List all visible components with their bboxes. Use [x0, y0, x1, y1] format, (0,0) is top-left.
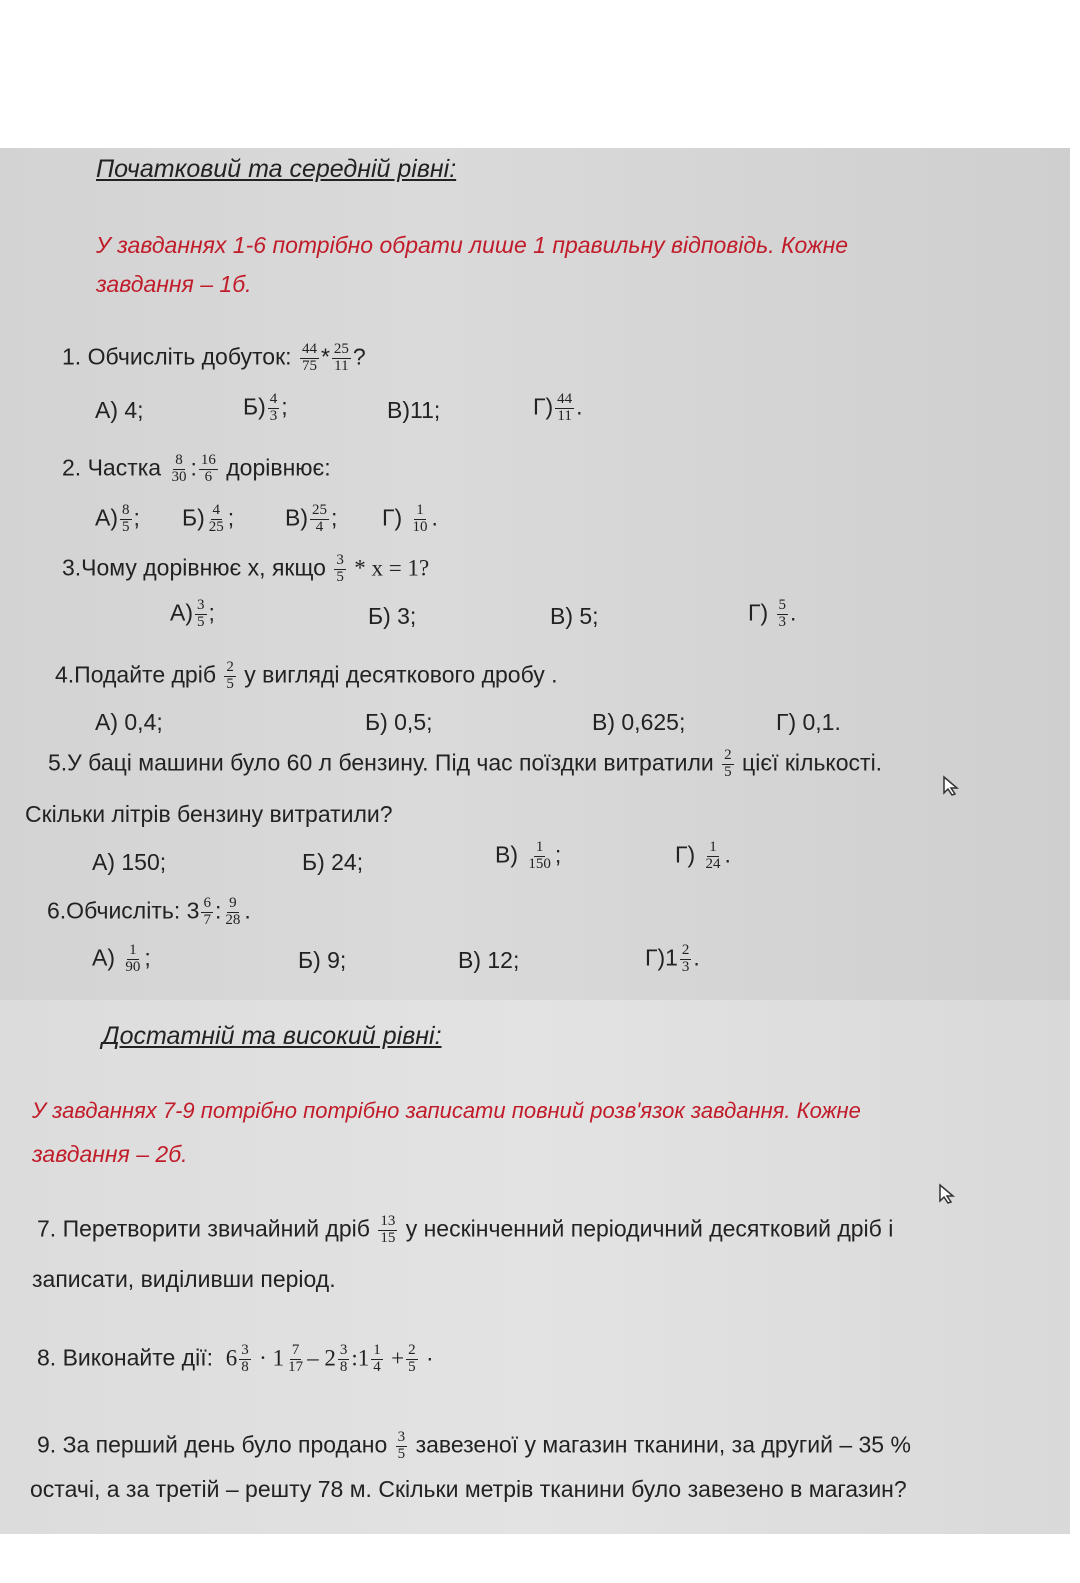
numerator: 16 [200, 452, 216, 468]
q7-suffix: у нескінченний періодичний десятковий дріб і [405, 1215, 894, 1242]
denominator: 15 [380, 1229, 396, 1246]
q5-suffix: цієї кількості. [742, 749, 883, 776]
question-6 [47, 896, 251, 929]
numerator: 8 [122, 502, 130, 518]
option-punct: . [431, 504, 438, 531]
section2-instruction-line1: У завданнях 7-9 потрібно потрібно записати повний розв'язок завдання. Кожне [32, 1098, 861, 1123]
option-letter: Г) [675, 841, 696, 868]
numerator: 2 [408, 1342, 416, 1358]
denominator: 4 [315, 518, 324, 535]
option-letter: Г) [533, 393, 554, 420]
denominator: 90 [125, 958, 141, 975]
q7-prefix: 7. Перетворити звичайний дріб [37, 1215, 370, 1242]
q9-line2: остачі, а за третій – решту 78 м. Скільки метрів тканини було завезено в магазин? [30, 1476, 907, 1502]
section2-heading: Достатній та високий рівні: [102, 1022, 442, 1050]
q8-whole-1: 6 [225, 1345, 238, 1371]
denominator: 17 [288, 1358, 304, 1375]
q3-suffix: * x = 1? [354, 555, 430, 581]
option-punct: ; [133, 504, 140, 531]
q8-operator-4: + [391, 1345, 405, 1371]
numerator: 3 [197, 597, 205, 613]
q6-option-a [92, 943, 151, 976]
q5-line2: Скільки літрів бензину витратили? [25, 801, 393, 827]
q6-a-fraction [123, 943, 142, 976]
q4-option-d: Г) 0,1. [776, 709, 841, 735]
option-punct: . [790, 599, 797, 626]
q8-fraction-2 [286, 1343, 305, 1376]
option-punct: ; [208, 599, 215, 626]
question-9 [37, 1430, 911, 1463]
numerator: 1 [709, 839, 717, 855]
option-letter: А) [170, 599, 193, 626]
q1-operator: * [320, 343, 330, 370]
q3-fraction [334, 553, 346, 586]
q1-question-mark: ? [352, 343, 366, 370]
question-7 [37, 1214, 893, 1247]
denominator: 75 [301, 357, 317, 374]
q9-prefix: 9. За перший день було продано [37, 1431, 388, 1458]
q3-option-b: Б) 3; [368, 603, 417, 629]
q8-operator-1: · 1 [259, 1345, 285, 1371]
numerator: 44 [301, 341, 317, 357]
numerator: 7 [291, 1342, 300, 1358]
question-1 [62, 342, 366, 375]
option-letter: А) [95, 504, 118, 531]
denominator: 7 [203, 911, 211, 928]
q5-option-a: А) 150; [92, 849, 167, 875]
denominator: 150 [528, 855, 551, 872]
q1-fraction-1 [300, 342, 319, 375]
denominator: 5 [397, 1445, 406, 1462]
q4-option-a: А) 0,4; [95, 709, 163, 735]
q3-option-a [170, 598, 215, 631]
q1-option-a: А) 4; [95, 397, 144, 423]
q8-fraction-5 [406, 1343, 418, 1376]
question-5 [48, 748, 882, 781]
q8-end: · [425, 1344, 434, 1371]
q5-option-b: Б) 24; [302, 849, 364, 875]
numerator: 25 [333, 341, 349, 357]
q3-a-fraction [195, 598, 207, 631]
q1-option-d [533, 392, 583, 425]
q9-suffix: завезеної у магазин тканини, за другий – 35 % [415, 1431, 911, 1458]
denominator: 5 [122, 518, 130, 535]
q5-c-fraction [526, 840, 553, 873]
denominator: 6 [204, 468, 213, 485]
q2-d-fraction [411, 503, 430, 536]
denominator: 8 [241, 1358, 249, 1375]
denominator: 5 [336, 568, 344, 585]
section1-instruction-line1: У завданнях 1-6 потрібно обрати лише 1 правильну відповідь. Кожне [96, 232, 849, 258]
q8-fraction-1 [239, 1343, 251, 1376]
q7-line2: записати, виділивши період. [32, 1266, 336, 1292]
numerator: 3 [339, 1342, 348, 1358]
numerator: 25 [312, 502, 327, 518]
question-3 [62, 553, 429, 586]
numerator: 2 [681, 942, 690, 958]
q2-option-c [285, 503, 337, 536]
numerator: 2 [724, 747, 732, 763]
option-punct: ; [554, 841, 562, 868]
numerator: 6 [203, 895, 211, 911]
question-4 [55, 660, 558, 693]
option-punct: ; [144, 944, 151, 971]
denominator: 8 [339, 1358, 348, 1375]
q8-prefix: 8. Виконайте дії: [37, 1344, 213, 1371]
q2-option-a [95, 503, 140, 536]
denominator: 3 [778, 613, 787, 630]
denominator: 11 [334, 357, 349, 374]
denominator: 5 [724, 763, 732, 780]
numerator: 2 [226, 659, 234, 675]
q6-option-b: Б) 9; [298, 947, 347, 973]
mouse-pointer-icon [938, 1183, 958, 1205]
q4-option-b: Б) 0,5; [365, 709, 433, 735]
numerator: 9 [229, 895, 237, 911]
q5-option-c [495, 840, 561, 873]
q3-option-d [748, 598, 796, 631]
option-letter: А) [92, 944, 115, 971]
section2-instruction-line2: завдання – 2б. [32, 1141, 188, 1167]
q1-text: 1. Обчисліть добуток: [62, 343, 292, 370]
option-punct: . [693, 944, 700, 971]
denominator: 30 [171, 468, 187, 485]
q5-prefix: 5.У баці машини було 60 л бензину. Під час поїздки витратили [48, 749, 714, 776]
q3-option-c: В) 5; [550, 603, 599, 629]
option-letter: В) [285, 504, 308, 531]
option-letter: В) [495, 841, 518, 868]
denominator: 3 [681, 958, 690, 975]
q2-prefix: 2. Частка [62, 454, 162, 481]
numerator: 3 [241, 1342, 249, 1358]
section1-instruction-line2: завдання – 1б. [96, 271, 252, 297]
q2-b-fraction [207, 503, 226, 536]
q6-suffix: . [244, 897, 251, 924]
section1-heading: Початковий та середній рівні: [96, 155, 457, 183]
denominator: 4 [373, 1358, 381, 1375]
mouse-pointer-icon [942, 775, 962, 797]
denominator: 28 [225, 911, 241, 928]
q6-fraction-2 [223, 896, 242, 929]
q3-prefix: 3.Чому дорівнює х, якщо [62, 554, 326, 581]
q2-c-fraction [310, 503, 329, 536]
q4-option-c: В) 0,625; [592, 709, 686, 735]
q6-prefix: 6.Обчисліть: 3 [47, 897, 200, 924]
q8-fraction-4 [371, 1343, 383, 1376]
q4-fraction [224, 660, 236, 693]
denominator: 5 [408, 1358, 416, 1375]
q8-operator-2: – 2 [307, 1345, 336, 1371]
denominator: 5 [197, 613, 205, 630]
q2-suffix: дорівнює: [226, 454, 331, 481]
q6-option-c: В) 12; [458, 947, 520, 973]
q8-operator-3: :1 [351, 1345, 370, 1371]
q2-option-b [182, 503, 234, 536]
q9-fraction [396, 1430, 408, 1463]
q6-operator: : [214, 897, 222, 924]
option-punct: ; [227, 504, 235, 531]
numerator: 1 [535, 839, 544, 855]
q5-option-d [675, 840, 731, 873]
q1-option-b [243, 392, 288, 425]
q2-a-fraction [120, 503, 132, 536]
question-8 [37, 1343, 434, 1376]
q2-fraction-2 [199, 453, 218, 486]
numerator: 4 [269, 391, 278, 407]
q1-option-c: В)11; [387, 397, 441, 423]
denominator: 24 [705, 855, 721, 872]
numerator: 1 [373, 1342, 381, 1358]
q1-fraction-2 [332, 342, 351, 375]
q2-option-d [382, 503, 438, 536]
q6-fraction-1 [201, 896, 213, 929]
numerator: 8 [175, 452, 183, 468]
denominator: 5 [226, 675, 234, 692]
q2-fraction-1 [169, 453, 188, 486]
denominator: 3 [269, 407, 278, 424]
option-punct: . [724, 841, 731, 868]
q1-d-fraction [555, 392, 574, 425]
option-letter: Б) [182, 504, 205, 531]
q5-d-fraction [704, 840, 723, 873]
option-punct: ; [281, 393, 288, 420]
q6-option-d [645, 943, 700, 976]
q2-operator: : [190, 454, 197, 481]
q8-fraction-3 [338, 1343, 350, 1376]
numerator: 3 [397, 1429, 406, 1445]
question-2 [62, 453, 331, 486]
q6-d-fraction [680, 943, 692, 976]
numerator: 1 [416, 502, 424, 518]
denominator: 25 [208, 518, 224, 535]
numerator: 13 [380, 1213, 396, 1229]
option-letter: Г)1 [645, 944, 678, 971]
option-punct: . [576, 393, 583, 420]
option-letter: Б) [243, 393, 266, 420]
option-letter: Г) [748, 599, 769, 626]
q1-b-fraction [268, 392, 280, 425]
numerator: 5 [778, 597, 787, 613]
q4-suffix: у вигляді десяткового дробу . [244, 661, 558, 688]
numerator: 4 [212, 502, 221, 518]
numerator: 3 [336, 552, 344, 568]
q4-prefix: 4.Подайте дріб [55, 661, 217, 688]
denominator: 10 [412, 518, 428, 535]
numerator: 44 [557, 391, 573, 407]
option-punct: ; [331, 504, 338, 531]
option-letter: Г) [382, 504, 403, 531]
q7-fraction [378, 1214, 397, 1247]
q3-d-fraction [777, 598, 789, 631]
denominator: 11 [557, 407, 572, 424]
numerator: 1 [129, 942, 137, 958]
q5-fraction [722, 748, 734, 781]
